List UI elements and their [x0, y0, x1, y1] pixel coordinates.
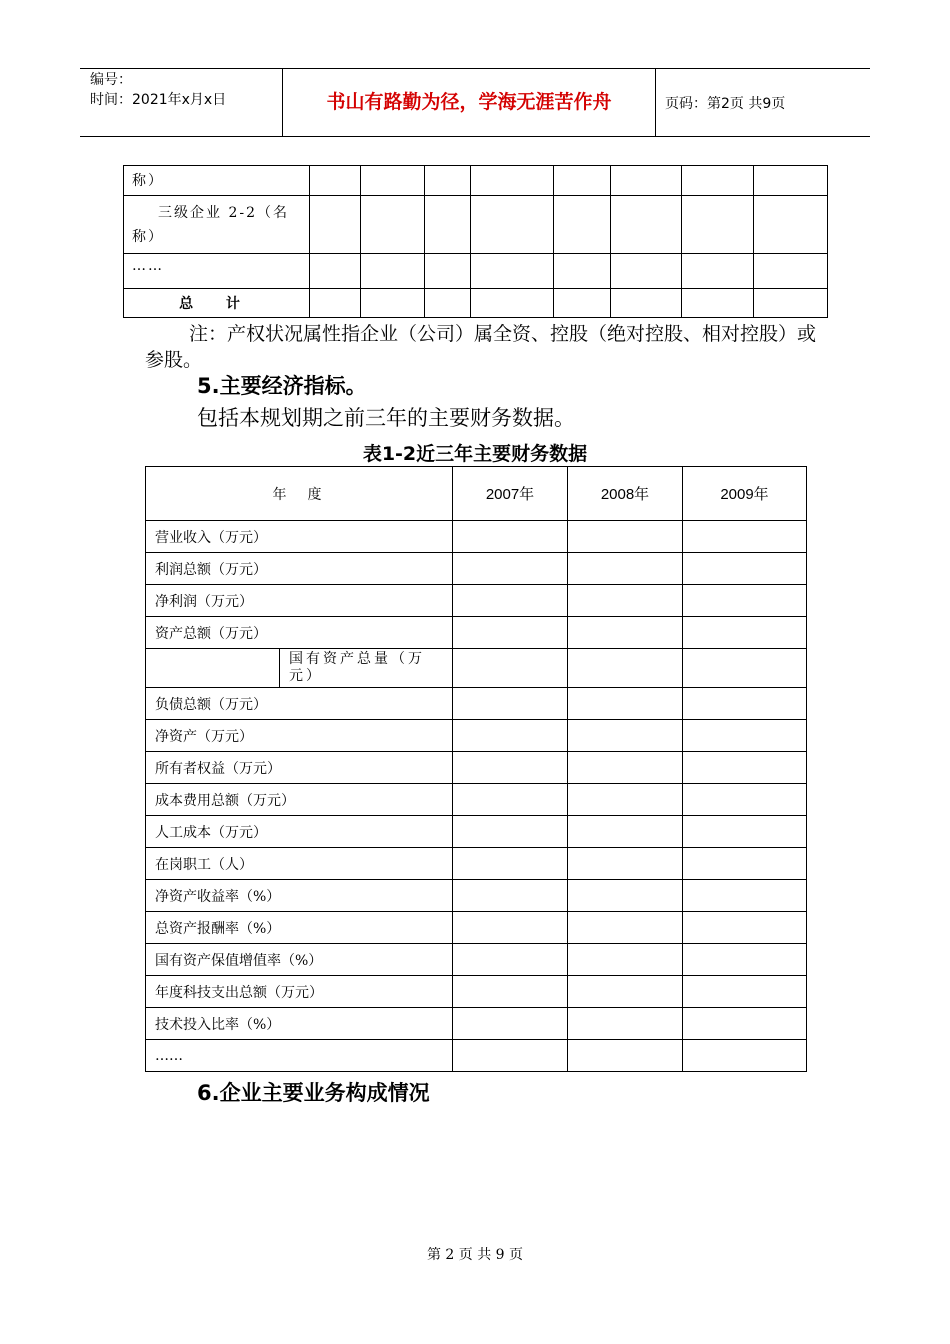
year-2009-header: 2009年: [683, 467, 807, 521]
sub-row-label-line1: 国有资产总量（万: [289, 651, 425, 667]
sub-row-label-line2: 元）: [289, 668, 323, 684]
row-label: 称）: [124, 166, 310, 196]
table-row: [146, 688, 807, 720]
row-label: 净资产（万元）: [146, 720, 453, 752]
row-label: 资产总额（万元）: [146, 617, 453, 649]
table-row: [146, 880, 807, 912]
page-footer: 第 2 页 共 9 页: [426, 1247, 524, 1263]
row-label: 所有者权益（万元）: [146, 752, 453, 784]
year-header: 年 度: [146, 467, 453, 521]
table-row: [146, 912, 807, 944]
sub-row-label: [280, 649, 453, 688]
row-label-line2: 称）: [132, 228, 164, 245]
table-row: [124, 289, 828, 318]
property-note-text: 注：产权状况属性指企业（公司）属全资、控股（绝对控股、相对控股）或参股。: [145, 323, 817, 371]
table-row: [146, 784, 807, 816]
row-label: 技术投入比率（%）: [146, 1008, 453, 1040]
financial-table: [145, 466, 807, 1072]
section-6-title: 6.企业主要业务构成情况: [197, 1081, 430, 1105]
table-row: [124, 254, 828, 289]
table-row: [124, 196, 828, 254]
header-time-label: 时间：2021年x月x日: [90, 92, 227, 108]
enterprise-table: [123, 165, 828, 318]
table-row: [146, 649, 807, 688]
table-caption: 表1-2近三年主要财务数据: [362, 443, 588, 465]
header-divider-right: [655, 68, 656, 136]
table-row: [146, 976, 807, 1008]
row-label: 在岗职工（人）: [146, 848, 453, 880]
table-row: [146, 1040, 807, 1072]
header-motto: 书山有路勤为径，学海无涯苦作舟: [326, 91, 612, 113]
table-row: [146, 521, 807, 553]
table-header-row: [146, 467, 807, 521]
table-row: [146, 617, 807, 649]
row-label: 营业收入（万元）: [146, 521, 453, 553]
table-row: [146, 752, 807, 784]
table-row: [146, 1008, 807, 1040]
row-label-line1: 三级企业 2-2（名: [158, 204, 289, 221]
row-label: 负债总额（万元）: [146, 688, 453, 720]
table-row: [146, 816, 807, 848]
property-note: [145, 321, 825, 373]
table-row: [146, 720, 807, 752]
row-label: 成本费用总额（万元）: [146, 784, 453, 816]
row-label: 人工成本（万元）: [146, 816, 453, 848]
row-label: 净利润（万元）: [146, 585, 453, 617]
section-5-title: 5.主要经济指标。: [197, 374, 367, 398]
table-row: [146, 944, 807, 976]
section-5-paragraph: 包括本规划期之前三年的主要财务数据。: [197, 406, 575, 430]
row-label: 年度科技支出总额（万元）: [146, 976, 453, 1008]
table-row: [146, 553, 807, 585]
row-label: 净资产收益率（%）: [146, 880, 453, 912]
header-page-label: 页码：第2页 共9页: [665, 96, 786, 112]
table-row: [124, 166, 828, 196]
row-label: [124, 196, 310, 254]
table-row: [146, 848, 807, 880]
row-label: 国有资产保值增值率（%）: [146, 944, 453, 976]
row-label: ……: [146, 1040, 453, 1072]
row-label: ……: [124, 254, 310, 289]
header-bottom-rule: [80, 136, 870, 137]
year-2007-header: 2007年: [453, 467, 568, 521]
year-2008-header: 2008年: [568, 467, 683, 521]
row-label: 利润总额（万元）: [146, 553, 453, 585]
row-label: 总资产报酬率（%）: [146, 912, 453, 944]
table-row: [146, 585, 807, 617]
total-label: 总 计: [124, 289, 310, 318]
header-number-label: 编号：: [90, 72, 132, 88]
header-top-rule: [80, 68, 870, 69]
